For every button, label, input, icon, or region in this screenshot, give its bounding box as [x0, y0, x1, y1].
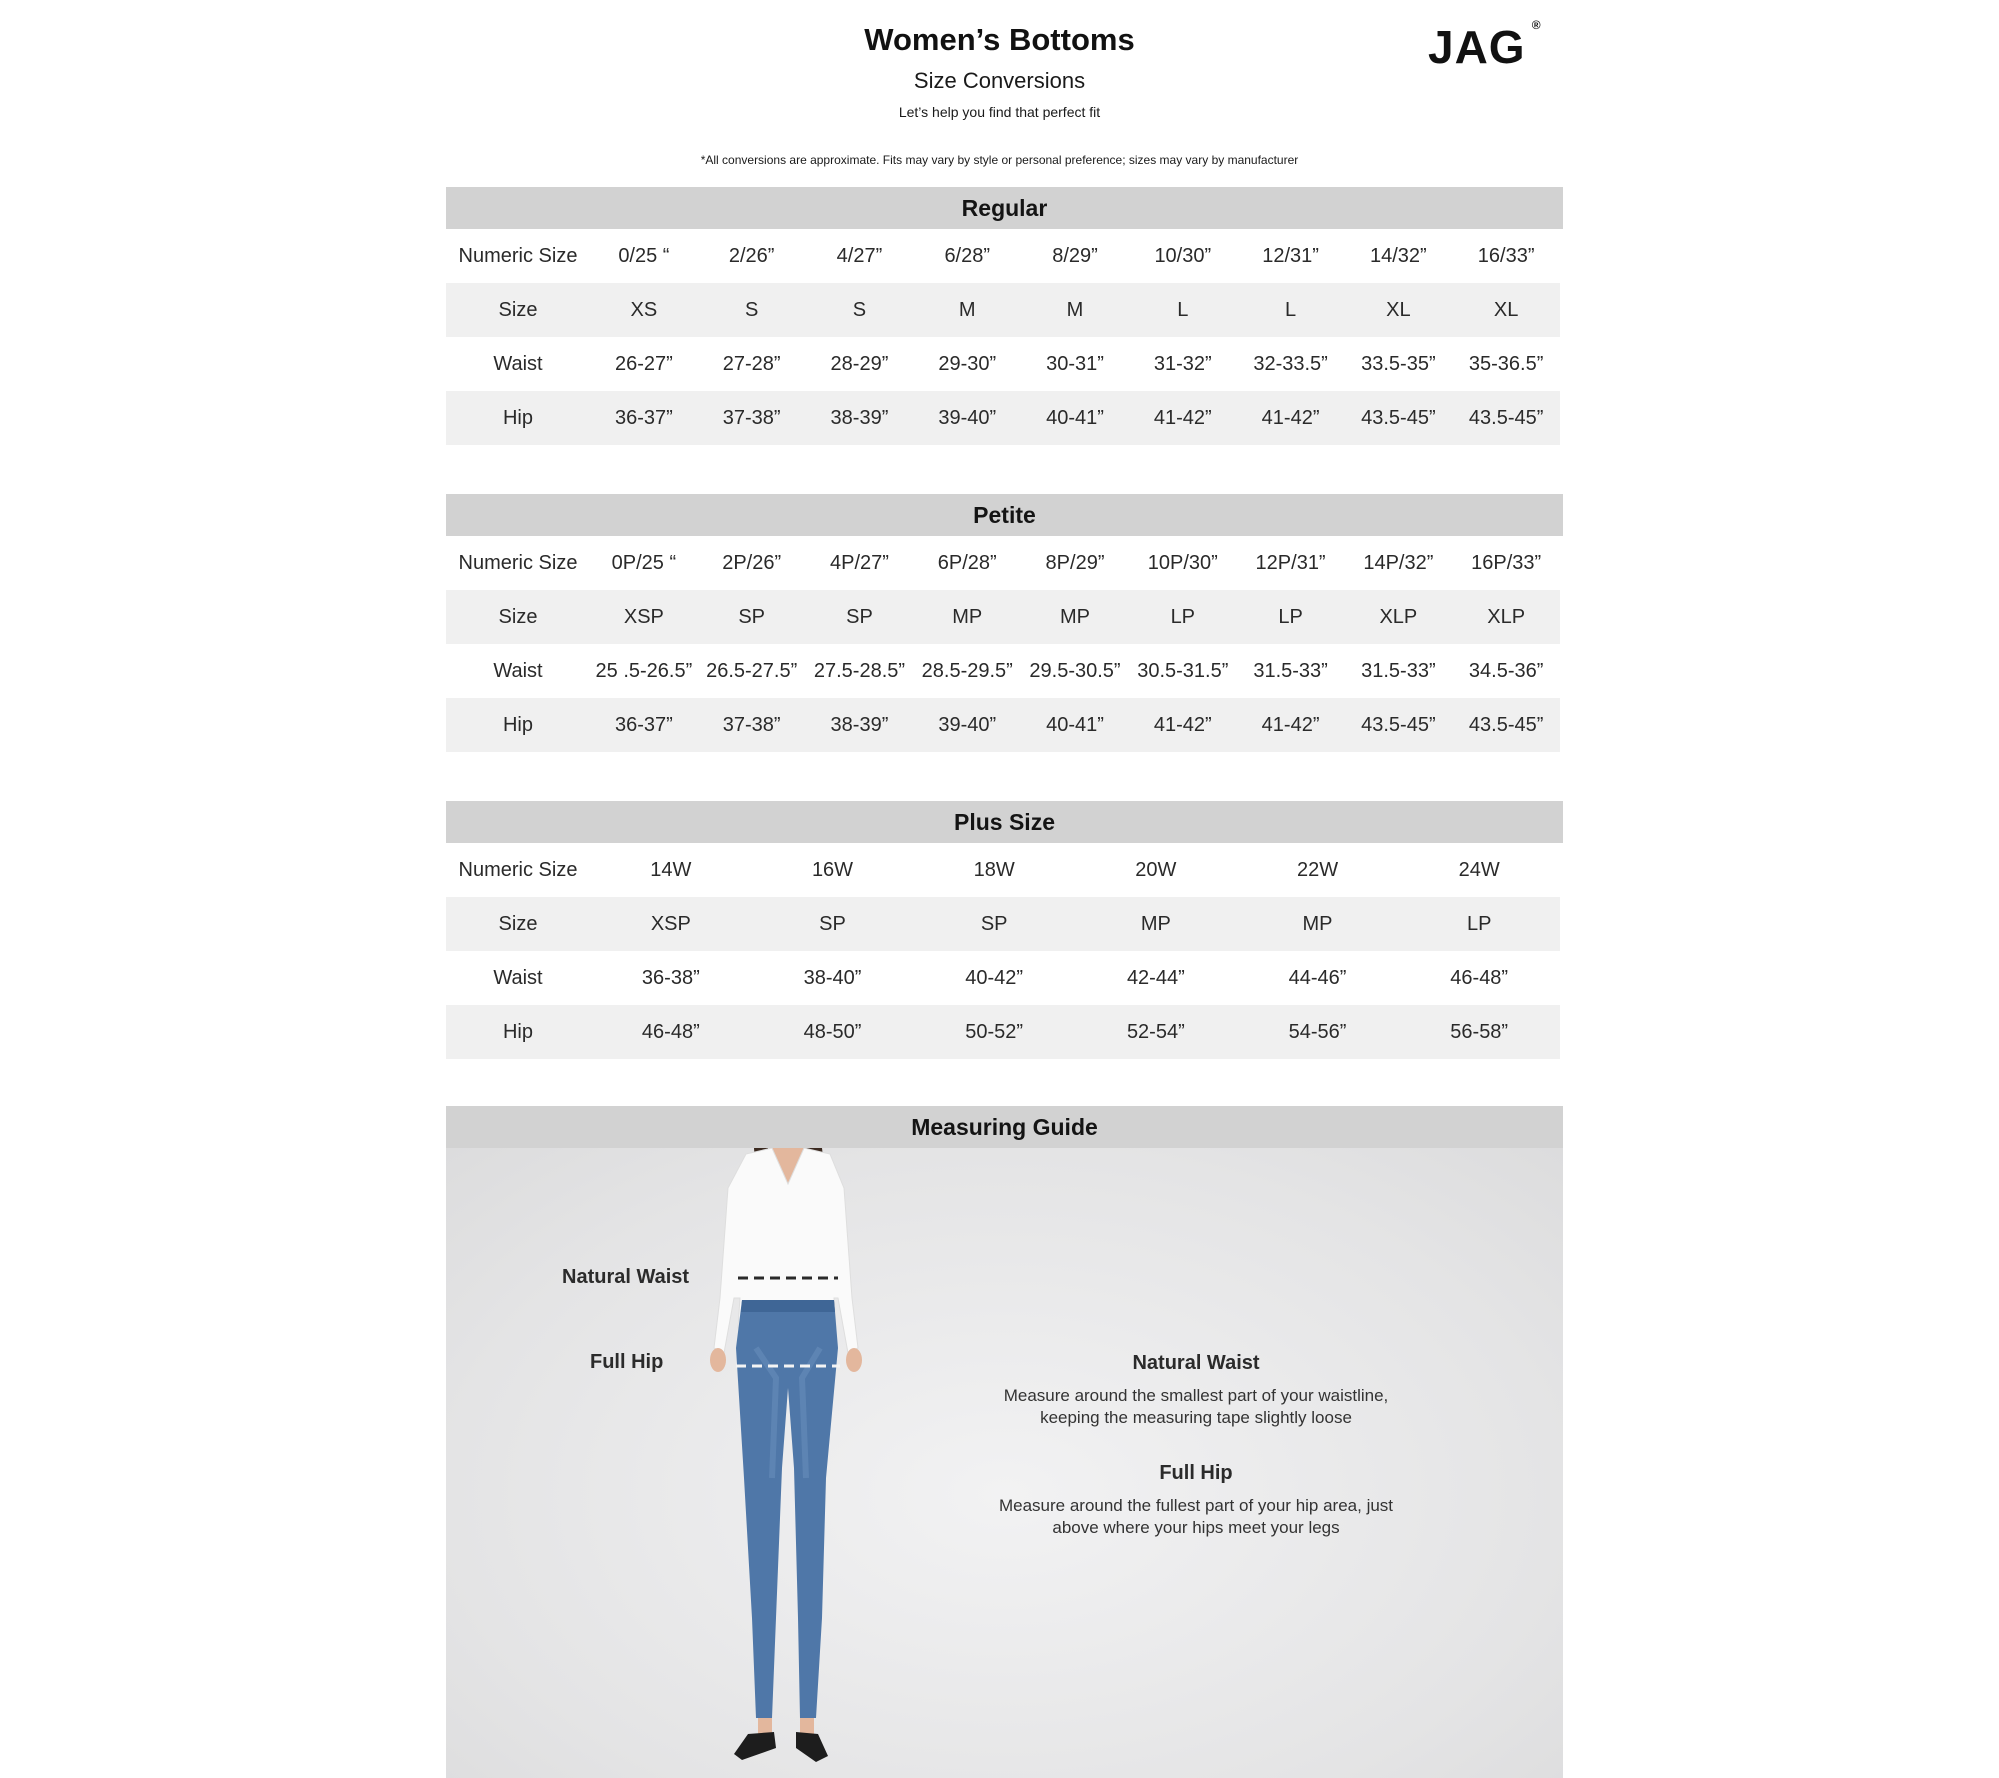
disclaimer-note: *All conversions are approximate. Fits may vary by style or personal preference; sizes may vary by manufacturer — [700, 153, 1299, 167]
table-cell: 0/25 “ — [618, 244, 670, 267]
table-cell: LP — [1278, 605, 1303, 628]
table-cell: 46-48” — [641, 1020, 700, 1043]
table-cell: M — [958, 298, 976, 321]
row-label: Hip — [502, 1020, 533, 1043]
row-label: Numeric Size — [458, 858, 578, 881]
hip-heading: Full Hip — [1159, 1462, 1233, 1484]
table-cell: 31.5-33” — [1361, 659, 1436, 682]
table-row — [446, 536, 1560, 590]
table-row — [446, 897, 1560, 951]
table-cell: XL — [1493, 298, 1519, 321]
page-subtitle: Size Conversions — [913, 68, 1086, 93]
hip-text: Measure around the fullest part of your hip area, just above where your hips meet your legs — [998, 1496, 1394, 1537]
table-cell: MP — [1060, 605, 1091, 628]
table-cell: 43.5-45” — [1361, 713, 1436, 736]
table-cell: 27-28” — [722, 352, 781, 375]
table-cell: LP — [1466, 912, 1492, 935]
table-title: Regular — [446, 187, 1563, 229]
table-cell: 34.5-36” — [1468, 659, 1544, 682]
table-row — [446, 843, 1560, 897]
table-title: Petite — [446, 494, 1563, 536]
table-cell: 36-37” — [614, 406, 673, 429]
table-cell: 28.5-29.5” — [921, 659, 1013, 682]
row-label: Size — [498, 605, 538, 628]
table-cell: 30.5-31.5” — [1137, 659, 1229, 682]
table-cell: 41-42” — [1153, 406, 1212, 429]
table-cell: 41-42” — [1153, 713, 1212, 736]
table-cell: XSP — [650, 912, 691, 935]
table-row — [446, 337, 1560, 391]
table-cell: 40-41” — [1046, 406, 1104, 429]
table-cell: 36-38” — [641, 966, 700, 989]
table-cell: XLP — [1487, 605, 1526, 628]
table-cell: 38-39” — [830, 713, 889, 736]
row-label: Numeric Size — [458, 551, 578, 574]
table-cell: 2P/26” — [722, 551, 782, 574]
table-row — [446, 644, 1560, 698]
table-cell: 16W — [811, 858, 854, 881]
table-cell: 31-32” — [1153, 352, 1212, 375]
table-cell: SP — [819, 912, 846, 935]
table-cell: 43.5-45” — [1468, 713, 1544, 736]
table-cell: XLP — [1379, 605, 1418, 628]
size-table-petite — [446, 494, 1563, 752]
row-label: Size — [498, 912, 538, 935]
page-tagline: Let’s help you find that perfect fit — [898, 104, 1101, 120]
table-cell: 14/32” — [1370, 244, 1427, 267]
table-cell: 31.5-33” — [1253, 659, 1328, 682]
table-cell: 18W — [973, 858, 1015, 881]
table-cell: 32-33.5” — [1253, 352, 1328, 375]
table-cell: 29.5-30.5” — [1029, 659, 1121, 682]
table-cell: 41-42” — [1261, 713, 1320, 736]
table-cell: 35-36.5” — [1468, 352, 1544, 375]
table-cell: 39-40” — [938, 713, 997, 736]
table-row — [446, 590, 1560, 644]
table-cell: 48-50” — [803, 1020, 862, 1043]
size-table-plus-size — [446, 801, 1563, 1059]
table-cell: 4P/27” — [829, 551, 889, 574]
table-row — [446, 229, 1560, 283]
table-cell: 6/28” — [944, 244, 991, 267]
row-label: Numeric Size — [458, 244, 578, 267]
table-cell: L — [1177, 298, 1189, 321]
table-cell: 4/27” — [836, 244, 883, 267]
table-cell: 27.5-28.5” — [813, 659, 906, 682]
table-cell: 37-38” — [722, 406, 781, 429]
table-cell: 36-37” — [614, 713, 673, 736]
table-cell: 52-54” — [1126, 1020, 1185, 1043]
table-cell: 39-40” — [938, 406, 997, 429]
table-row — [446, 283, 1560, 337]
table-cell: S — [745, 298, 759, 321]
hip-instructions — [976, 1462, 1416, 1539]
table-cell: 43.5-45” — [1468, 406, 1544, 429]
table-cell: MP — [1140, 912, 1171, 935]
table-cell: 44-46” — [1288, 966, 1347, 989]
table-cell: 37-38” — [722, 713, 781, 736]
brand-name: JAG — [1428, 21, 1526, 73]
table-cell: 29-30” — [938, 352, 997, 375]
table-cell: 2/26” — [728, 244, 775, 267]
table-cell: 8P/29” — [1045, 551, 1105, 574]
table-cell: MP — [952, 605, 983, 628]
table-row — [446, 1005, 1560, 1059]
table-cell: 14P/32” — [1363, 551, 1434, 574]
table-cell: 56-58” — [1450, 1020, 1509, 1043]
table-cell: 10/30” — [1154, 244, 1212, 267]
table-title: Plus Size — [446, 801, 1563, 843]
table-cell: XSP — [623, 605, 664, 628]
table-cell: 41-42” — [1261, 406, 1320, 429]
table-cell: 38-39” — [830, 406, 889, 429]
table-cell: 22W — [1296, 858, 1339, 881]
row-label: Waist — [493, 352, 543, 375]
registered-mark: ® — [1531, 18, 1542, 32]
row-label: Size — [498, 298, 538, 321]
table-cell: 16P/33” — [1471, 551, 1542, 574]
table-cell: 26.5-27.5” — [706, 659, 798, 682]
table-cell: 42-44” — [1126, 966, 1185, 989]
table-cell: 33.5-35” — [1361, 352, 1436, 375]
size-table-regular — [446, 187, 1563, 445]
label-full-hip: Full Hip — [590, 1351, 664, 1373]
row-label: Waist — [493, 966, 543, 989]
page-title: Women’s Bottoms — [864, 22, 1135, 57]
table-cell: 46-48” — [1450, 966, 1509, 989]
table-cell: SP — [846, 605, 873, 628]
table-cell: M — [1066, 298, 1084, 321]
row-label: Waist — [493, 659, 543, 682]
table-cell: 8/29” — [1052, 244, 1098, 267]
row-label: Hip — [502, 406, 533, 429]
label-natural-waist: Natural Waist — [562, 1266, 690, 1288]
table-row — [446, 951, 1560, 1005]
table-cell: 20W — [1135, 858, 1177, 881]
model-illustration — [676, 1148, 906, 1778]
table-cell: 14W — [650, 858, 692, 881]
table-row — [446, 391, 1560, 445]
guide-title: Measuring Guide — [446, 1106, 1563, 1148]
page-header — [0, 0, 1999, 180]
waist-text: Measure around the smallest part of your waistline, keeping the measuring tape slightly loose — [1003, 1386, 1389, 1427]
waist-heading: Natural Waist — [1132, 1352, 1260, 1374]
table-cell: S — [852, 298, 867, 321]
table-cell: 0P/25 “ — [611, 551, 677, 574]
table-cell: L — [1285, 298, 1297, 321]
table-cell: 28-29” — [830, 352, 889, 375]
table-cell: 38-40” — [803, 966, 862, 989]
table-cell: XL — [1386, 298, 1411, 321]
table-cell: 40-41” — [1046, 713, 1104, 736]
table-cell: 24W — [1458, 858, 1500, 881]
brand-logo — [1428, 18, 1542, 74]
table-cell: 16/33” — [1477, 244, 1535, 267]
table-cell: SP — [738, 605, 766, 628]
table-cell: XS — [630, 298, 658, 321]
measuring-guide — [446, 1106, 1563, 1778]
table-cell: MP — [1302, 912, 1333, 935]
table-cell: SP — [980, 912, 1008, 935]
table-cell: 30-31” — [1046, 352, 1104, 375]
table-cell: 6P/28” — [937, 551, 997, 574]
table-cell: 50-52” — [965, 1020, 1024, 1043]
row-label: Hip — [502, 713, 533, 736]
table-row — [446, 698, 1560, 752]
table-cell: LP — [1170, 605, 1196, 628]
table-cell: 25 .5-26.5” — [595, 659, 693, 682]
table-cell: 26-27” — [614, 352, 673, 375]
table-cell: 40-42” — [965, 966, 1024, 989]
table-cell: 54-56” — [1288, 1020, 1347, 1043]
waist-instructions — [976, 1352, 1416, 1429]
table-cell: 10P/30” — [1147, 551, 1218, 574]
table-cell: 43.5-45” — [1361, 406, 1436, 429]
table-cell: 12/31” — [1262, 244, 1319, 267]
table-cell: 12P/31” — [1255, 551, 1326, 574]
